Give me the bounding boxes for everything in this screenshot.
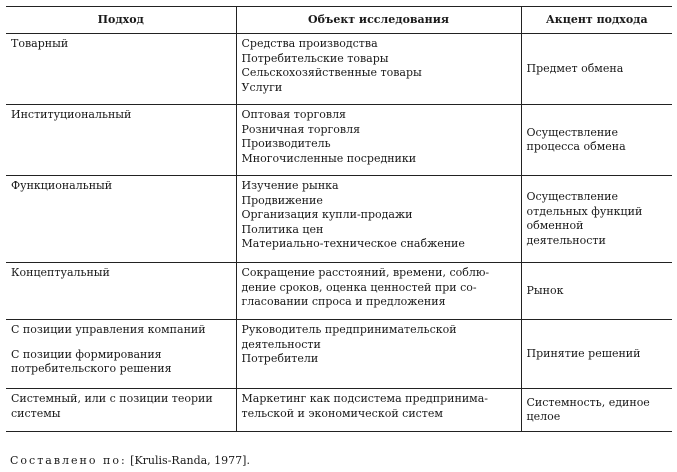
- accent-line: процесса обмена: [526, 140, 626, 153]
- accent-line: обменной: [526, 219, 584, 232]
- table-row: [6, 105, 672, 176]
- object-line: тельской и экономической систем: [241, 406, 443, 420]
- approaches-table: [6, 6, 672, 432]
- accent-cell: [521, 105, 672, 176]
- accent-line: Принятие решений: [526, 346, 641, 360]
- object-line: гласовании спроса и предложения: [241, 295, 446, 308]
- object-line: Материально-техническое снабжение: [241, 237, 465, 250]
- spacer: [11, 338, 231, 348]
- table-row: [6, 263, 672, 320]
- source-reference: [Krulis-Randa, 1977].: [130, 454, 250, 467]
- table-header-row: [6, 7, 672, 34]
- source-note: [10, 454, 250, 467]
- accent-line: Рынок: [526, 283, 564, 297]
- object-line: Средства производства: [241, 37, 378, 50]
- object-line: Продвижение: [241, 193, 323, 207]
- accent-cell: [521, 34, 672, 105]
- header-approach: Подход: [6, 7, 236, 34]
- approach-cell: [6, 105, 236, 176]
- table-row: [6, 176, 672, 263]
- accent-cell: [521, 263, 672, 320]
- object-line: Руководитель предпринимательской: [241, 323, 457, 336]
- object-cell: [236, 105, 521, 176]
- object-line: Изучение рынка: [241, 179, 339, 192]
- accent-cell: [521, 176, 672, 263]
- object-line: Политика цен: [241, 222, 324, 236]
- object-line: деятельности: [241, 337, 321, 351]
- accent-line: отдельных функций: [526, 204, 643, 218]
- object-cell: [236, 263, 521, 320]
- approach-line: Институциональный: [11, 108, 132, 121]
- object-line: Оптовая торговля: [241, 108, 346, 121]
- object-line: Розничная торговля: [241, 122, 361, 136]
- object-line: Потребительские товары: [241, 51, 389, 65]
- accent-line: Предмет обмена: [526, 61, 624, 75]
- accent-cell: [521, 389, 672, 432]
- object-line: Организация купли-продажи: [241, 208, 413, 221]
- accent-line: целое: [526, 410, 561, 423]
- accent-line: Системность, единое: [526, 395, 650, 409]
- object-cell: [236, 176, 521, 263]
- approach-line: системы: [11, 406, 61, 420]
- object-line: Сокращение расстояний, времени, соблю-: [241, 266, 490, 279]
- header-accent: Акцент подхода: [521, 7, 672, 34]
- approach-line: потребительского решения: [11, 362, 172, 375]
- object-line: Многочисленные посредники: [241, 151, 417, 165]
- approach-cell: [6, 34, 236, 105]
- accent-line: Осуществление: [526, 190, 618, 203]
- approach-line: Функциональный: [11, 179, 113, 192]
- object-cell: [236, 320, 521, 389]
- approach-cell: [6, 320, 236, 389]
- approach-line: С позиции управления компаний: [11, 323, 206, 336]
- approach-cell: [6, 263, 236, 320]
- object-line: Производитель: [241, 137, 331, 150]
- accent-line: деятельности: [526, 233, 606, 247]
- table-row: [6, 389, 672, 432]
- table-row: [6, 34, 672, 105]
- source-label: Составлено по:: [10, 454, 127, 467]
- table-row: [6, 320, 672, 389]
- accent-line: Осуществление: [526, 125, 618, 139]
- object-line: Маркетинг как подсистема предпринима-: [241, 392, 489, 405]
- object-line: Услуги: [241, 80, 283, 94]
- approach-line: Концептуальный: [11, 266, 110, 279]
- object-line: Потребители: [241, 352, 319, 365]
- approach-line: Товарный: [11, 37, 69, 50]
- approach-line: С позиции формирования: [11, 347, 162, 361]
- approach-cell: [6, 389, 236, 432]
- approach-line: Системный, или с позиции теории: [11, 392, 213, 405]
- approach-cell: [6, 176, 236, 263]
- object-cell: [236, 34, 521, 105]
- object-line: дение сроков, оценка ценностей при со-: [241, 280, 477, 294]
- object-line: Сельскохозяйственные товары: [241, 66, 422, 79]
- header-object: Объект исследования: [236, 7, 521, 34]
- accent-cell: [521, 320, 672, 389]
- object-cell: [236, 389, 521, 432]
